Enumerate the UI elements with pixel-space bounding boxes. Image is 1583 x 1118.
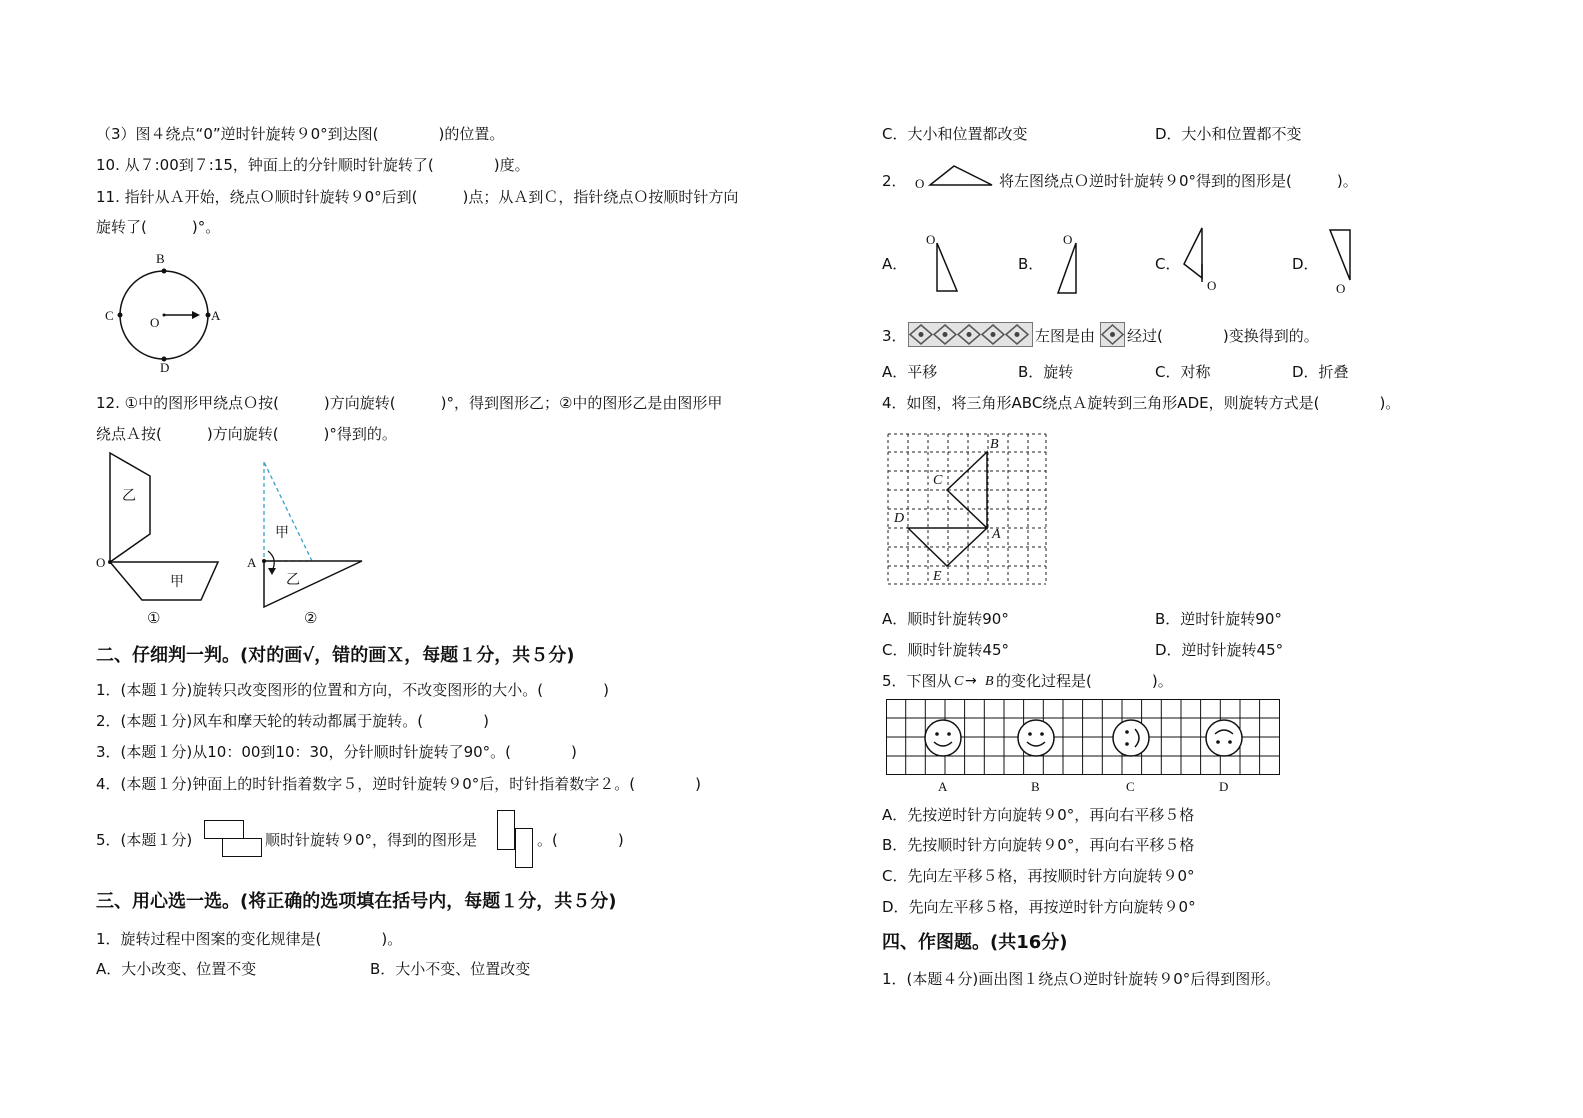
face-label-b: B: [1031, 779, 1040, 794]
rectangle-shape-1: [204, 820, 244, 839]
choice-3-single-pattern: [1100, 322, 1126, 348]
shape-yi-2-label: 乙: [286, 572, 300, 588]
question-9-3: （3）图４绕点“0”逆时针旋转９0°到达图( )的位置。: [96, 125, 505, 143]
choice-2-option-d: D．: [1292, 255, 1319, 273]
choice-1-option-d: D．大小和位置都不变: [1155, 125, 1302, 143]
choice-1-question: 1．旋转过程中图案的变化规律是( )。: [96, 930, 403, 948]
judge-item-3: 3．(本题１分)从10：00到10：30，分针顺时针旋转了90°。( ): [96, 743, 577, 761]
face-label-d: D: [1219, 779, 1229, 794]
shape-yi-label: 乙: [122, 488, 136, 504]
figure-number-2: ②: [304, 611, 318, 627]
choice-2-option-b: B．: [1018, 255, 1044, 273]
grid-label-a: A: [992, 527, 1001, 542]
choice-2-option-a: A．: [882, 255, 908, 273]
question-10: 10. 从７:00到７:15，钟面上的分针顺时针旋转了( )度。: [96, 156, 530, 174]
choice-5-b-label: B: [985, 674, 994, 689]
rotation-figure-2: [250, 455, 380, 615]
grid-label-d: D: [894, 511, 905, 526]
choice-4-option-c: C．顺时针旋转45°: [882, 641, 1010, 659]
choice-5-option-b: B．先按顺时针方向旋转９0°，再向右平移５格: [882, 836, 1195, 854]
choice-4-option-b: B．逆时针旋转90°: [1155, 610, 1282, 628]
figure-number-1: ①: [147, 611, 161, 627]
question-12-line2: 绕点Ａ按( )方向旋转( )°得到的。: [96, 425, 397, 443]
drawing-question-1: 1．(本题４分)画出图１绕点Ｏ逆时针旋转９0°后得到图形。: [882, 970, 1281, 988]
rectangle-shape-2: [222, 838, 262, 857]
judge-item-1: 1．(本题１分)旋转只改变图形的位置和方向，不改变图形的大小。( ): [96, 681, 609, 699]
choice-3-number: 3．: [882, 327, 907, 345]
rectangle-shape-4: [515, 828, 533, 868]
choice-2-shape-b-o: O: [1063, 232, 1073, 247]
choice-2-text: 将左图绕点Ｏ逆时针旋转９0°得到的图形是( )。: [999, 172, 1358, 190]
section-2-title: 二、仔细判一判。(对的画√，错的画Ｘ，每题１分，共５分): [96, 645, 575, 666]
choice-2-source-triangle: [920, 160, 1000, 190]
clock-label-o: O: [150, 315, 160, 330]
choice-4-option-a: A．顺时针旋转90°: [882, 610, 1009, 628]
judge-item-5-middle: 顺时针旋转９0°，得到的图形是: [265, 831, 478, 849]
judge-item-5-prefix: 5．(本题１分): [96, 831, 193, 849]
choice-3-option-a: A．平移: [882, 363, 938, 381]
choice-5-smiley-grid: [886, 699, 1282, 777]
clock-label-b: B: [156, 251, 165, 266]
clock-label-d: D: [160, 360, 170, 375]
shape-jia-label: 甲: [170, 574, 184, 590]
choice-4-option-d: D．逆时针旋转45°: [1155, 641, 1284, 659]
point-o-label: O: [96, 555, 106, 570]
choice-5-option-d: D．先向左平移５格，再按逆时针方向旋转９0°: [882, 898, 1196, 916]
choice-4-question: 4．如图，将三角形ABC绕点Ａ旋转到三角形ADE，则旋转方式是( )。: [882, 394, 1401, 412]
choice-1-option-c: C．大小和位置都改变: [882, 125, 1028, 143]
choice-2-option-c: C．: [1155, 255, 1181, 273]
choice-2-shape-c-o: O: [1207, 278, 1217, 293]
choice-5-option-c: C．先向左平移５格，再按顺时针方向旋转９0°: [882, 867, 1195, 885]
choice-3-option-d: D．折叠: [1292, 363, 1349, 381]
choice-5-prefix: 5．下图从: [882, 672, 952, 690]
question-12-line1: 12. ①中的图形甲绕点Ｏ按( )方向旋转( )°，得到图形乙；②中的图形乙是由图形甲: [96, 394, 723, 412]
shape-jia-dashed-label: 甲: [275, 525, 289, 541]
grid-label-e: E: [933, 569, 942, 584]
choice-1-option-b: B．大小不变、位置改变: [370, 960, 531, 978]
section-4-title: 四、作图题。(共16分): [882, 932, 1068, 953]
choice-5-c-label: C: [954, 674, 964, 689]
judge-item-4: 4．(本题１分)钟面上的时针指着数字５，逆时针旋转９0°后，时针指着数字２。( ): [96, 775, 701, 793]
grid-label-b: B: [990, 437, 999, 452]
clock-label-a: A: [211, 308, 221, 323]
point-a-label: A: [247, 555, 257, 570]
grid-label-c: C: [933, 473, 943, 488]
section-3-title: 三、用心选一选。(将正确的选项填在括号内，每题１分，共５分): [96, 891, 617, 912]
choice-2-shape-a-o: O: [926, 232, 936, 247]
question-11-line2: 旋转了( )°。: [96, 218, 221, 236]
clock-label-c: C: [105, 308, 114, 323]
choice-5-arrow: →: [965, 673, 977, 689]
rectangle-shape-3: [497, 810, 515, 850]
choice-3-text-b: 经过( )变换得到的。: [1127, 327, 1319, 345]
judge-item-5-suffix: 。( ): [537, 831, 624, 849]
choice-1-option-a: A．大小改变、位置不变: [96, 960, 257, 978]
face-label-a: A: [938, 779, 948, 794]
choice-3-option-c: C．对称: [1155, 363, 1211, 381]
choice-3-pattern-strip: [908, 322, 1034, 348]
choice-4-grid-figure: [888, 434, 1048, 586]
face-label-c: C: [1126, 779, 1135, 794]
choice-3-option-b: B．旋转: [1018, 363, 1074, 381]
choice-5-suffix: 的变化过程是( )。: [996, 672, 1173, 690]
choice-5-option-a: A．先按逆时针方向旋转９0°，再向右平移５格: [882, 806, 1195, 824]
choice-2-number: 2．: [882, 172, 907, 190]
choice-2-point-o: O: [915, 176, 925, 191]
choice-2-shape-d-o: O: [1336, 281, 1346, 296]
judge-item-2: 2．(本题１分)风车和摩天轮的转动都属于旋转。( ): [96, 712, 489, 730]
rotation-figure-1: [96, 450, 236, 610]
choice-3-text-a: 左图是由: [1035, 327, 1096, 345]
question-11-line1: 11. 指针从Ａ开始，绕点Ｏ顺时针旋转９0°后到( )点；从Ａ到Ｃ，指针绕点Ｏ按顺时针方向: [96, 188, 739, 206]
